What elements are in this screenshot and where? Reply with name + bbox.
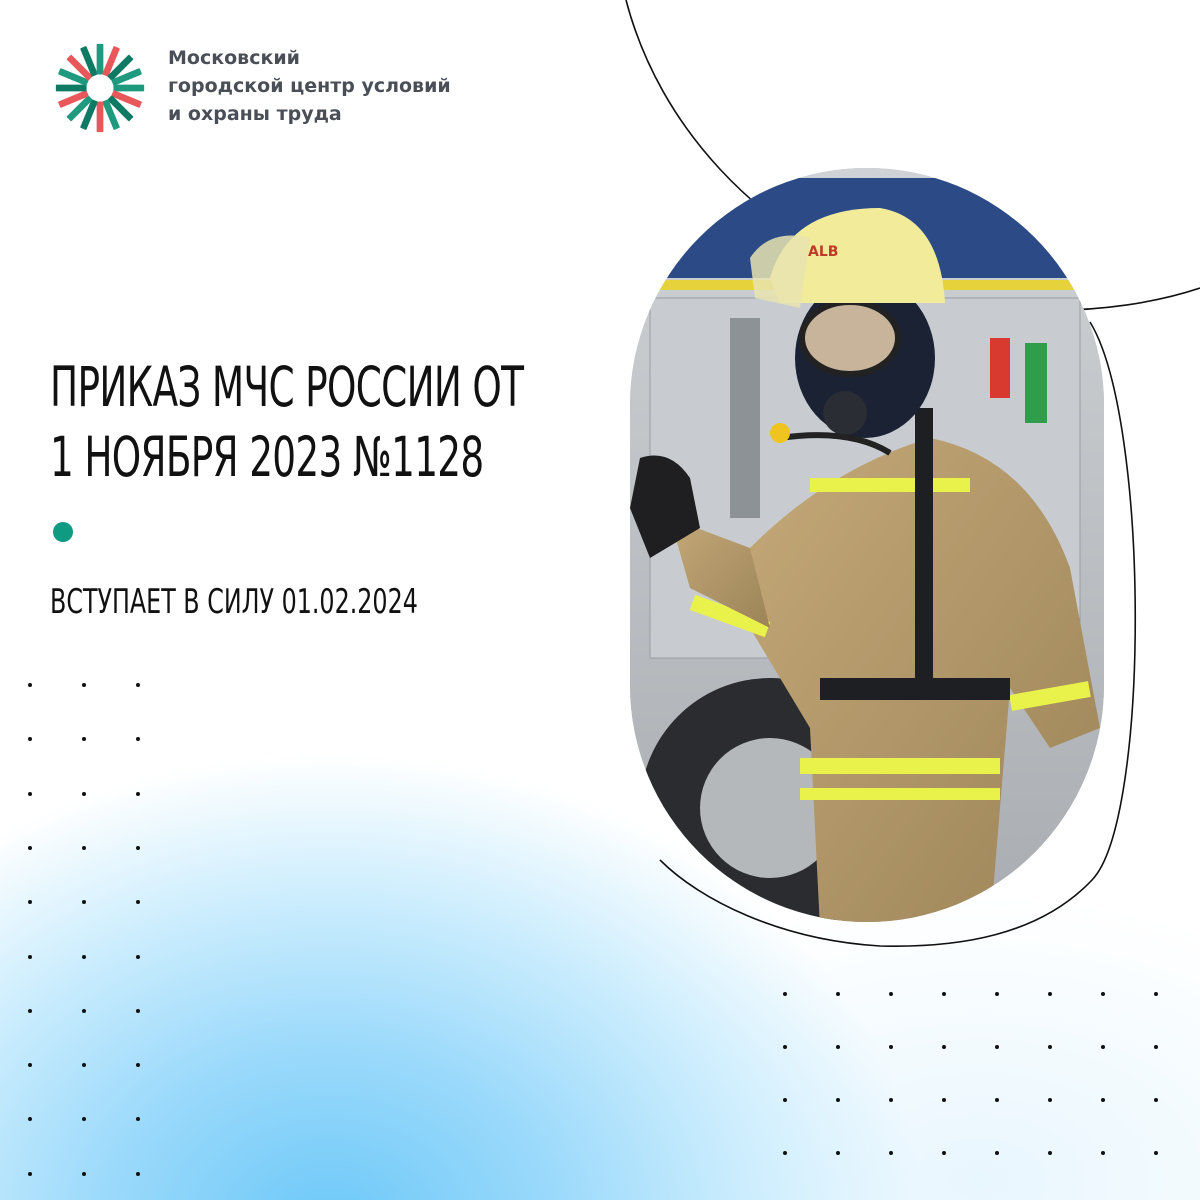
headline-line-2: 1 НОЯБРЯ 2023 №1128 — [50, 425, 484, 489]
sunburst-logo-icon — [52, 40, 148, 136]
org-name-line-3: и охраны труда — [168, 103, 342, 125]
headline — [50, 352, 523, 492]
firefighter-photo — [630, 168, 1104, 922]
headline-line-1: ПРИКАЗ МЧС РОССИИ ОТ — [50, 355, 524, 419]
org-name-line-1: Московский — [168, 47, 300, 69]
accent-dot — [53, 522, 73, 542]
effective-date-text: ВСТУПАЕТ В СИЛУ 01.02.2024 — [50, 582, 418, 622]
organization-name — [168, 44, 451, 128]
helmet-label: ALB — [808, 244, 839, 260]
org-name-line-2: городской центр условий — [168, 75, 451, 97]
